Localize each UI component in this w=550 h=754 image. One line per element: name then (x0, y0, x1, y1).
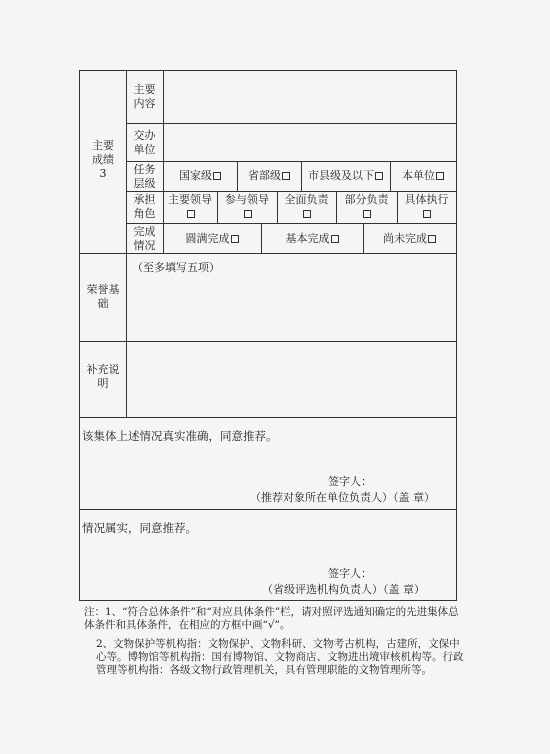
completion-label: 完成 情况 (133, 225, 156, 252)
row-divider (80, 509, 456, 510)
column-divider (163, 71, 164, 253)
provincial-signer-note: （省级评选机构负责人）（盖 章） (262, 583, 425, 596)
honor-basis-label: 荣誉基 础 (86, 283, 120, 310)
checkbox-icon[interactable] (331, 235, 339, 243)
provincial-statement: 情况属实，同意推荐。 (82, 521, 197, 535)
option-city-county-level[interactable]: 市县级及以下 (301, 169, 390, 183)
checkbox-icon[interactable] (187, 210, 195, 218)
row-divider (126, 123, 456, 124)
checkbox-icon[interactable] (436, 172, 444, 180)
footnote-1: 注：1、“符合总体条件”和“对应具体条件”栏，请对照评选通知确定的先进集体总体条件和具体条件，在相应的方框中画“√”。 (84, 606, 459, 631)
option-own-unit[interactable]: 本单位 (390, 169, 456, 183)
option-national-level[interactable]: 国家级 (163, 169, 237, 183)
checkbox-icon[interactable] (282, 172, 290, 180)
option-specific-execution[interactable]: 具体执行 (397, 193, 456, 221)
recommendation-form-table (79, 70, 457, 601)
option-fully-completed[interactable]: 圆满完成 (163, 232, 261, 246)
option-main-leader[interactable]: 主要领导 (163, 193, 217, 221)
option-basically-completed[interactable]: 基本完成 (261, 232, 363, 246)
option-not-completed[interactable]: 尚未完成 (363, 232, 456, 246)
row-divider (80, 253, 456, 254)
unit-signer-note: （推荐对象所在单位负责人）（盖 章） (250, 491, 435, 504)
checkbox-icon[interactable] (375, 172, 383, 180)
row-divider (126, 161, 456, 162)
main-content-label: 主要 内容 (133, 83, 156, 110)
role-label: 承担 角色 (133, 193, 156, 220)
footnotes (84, 606, 464, 683)
main-achievement-label: 主要 成绩 3 (92, 139, 114, 180)
option-provincial-level[interactable]: 省部级 (237, 169, 301, 183)
option-partial-responsibility[interactable]: 部分负责 (336, 193, 397, 221)
checkbox-icon[interactable] (423, 210, 431, 218)
checkbox-icon[interactable] (303, 210, 311, 218)
honor-basis-hint: （至多填写五项） (132, 261, 220, 274)
checkbox-icon[interactable] (213, 172, 221, 180)
option-full-responsibility[interactable]: 全面负责 (277, 193, 336, 221)
row-divider (80, 341, 456, 342)
checkbox-icon[interactable] (244, 210, 252, 218)
option-participating-leader[interactable]: 参与领导 (217, 193, 277, 221)
unit-statement: 该集体上述情况真实准确，同意推荐。 (82, 429, 278, 443)
checkbox-icon[interactable] (363, 210, 371, 218)
checkbox-icon[interactable] (231, 235, 239, 243)
footnote-2: 2、文物保护等机构指：文物保护、文物科研、文物考古机构，古建所，文保中心等。博物馆等机构指：国有博物馆、文物商店、文物进出境审核机构等。行政管理等机构指：各级文物行政管理机关，具有管理职能的文物管理所等。 (96, 638, 464, 676)
task-level-label: 任务 层级 (133, 163, 156, 190)
unit-signer-label: 签字人： (328, 475, 372, 488)
row-divider (80, 417, 456, 418)
row-divider (126, 191, 456, 192)
assigning-unit-label: 交办 单位 (133, 129, 156, 156)
checkbox-icon[interactable] (428, 235, 436, 243)
row-divider (126, 223, 456, 224)
supplement-label: 补充说 明 (86, 363, 120, 390)
provincial-signer-label: 签字人： (328, 567, 372, 580)
